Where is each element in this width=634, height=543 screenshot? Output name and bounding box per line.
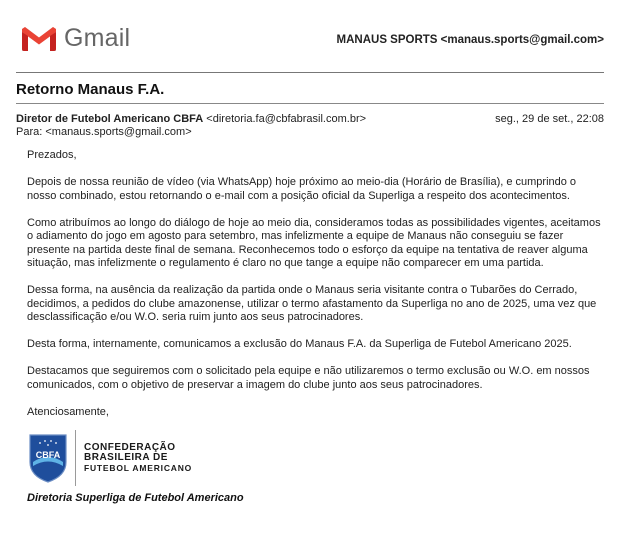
recipient-row: [16, 126, 192, 138]
signature: Diretoria Superliga de Futebol Americano: [27, 492, 244, 504]
body-paragraph: Depois de nossa reunião de vídeo (via WhatsApp) hoje próximo ao meio-dia (Horário de Brasília), e cumprindo o nosso combinado, estou retornando o e-mail com a posição oficial da Superliga a respeito dos acontecimentos.: [27, 176, 577, 202]
closing: Atenciosamente,: [27, 405, 109, 418]
org-name-line: CONFEDERAÇÃO: [84, 442, 176, 453]
org-name-line: BRASILEIRA DE: [84, 452, 168, 463]
account-identity: MANAUS SPORTS <manaus.sports@gmail.com>: [336, 34, 604, 46]
gmail-wordmark: Gmail: [64, 24, 131, 52]
recipient-label: Para:: [16, 126, 43, 138]
subject-divider: [16, 103, 604, 104]
recipient-email: <manaus.sports@gmail.com>: [45, 126, 192, 138]
org-name: [84, 443, 192, 473]
print-header: [0, 0, 634, 72]
sender-email: <diretoria.fa@cbfabrasil.com.br>: [206, 113, 367, 125]
body-paragraph: Como atribuímos ao longo do diálogo de hoje ao meio dia, consideramos todas as possibilidades vigentes, aceitamos o adiamento do jogo em agosto para setembro, mas infelizmente a equipe de Manaus não conseguiu se fazer presente na partida deste final de semana. Reconhecemos todo o esforço da equipe na tentativa de reaver alguma situação, mas infelizmente o regulamento é claro no que tange a equipe não comparecer em uma partida.: [27, 216, 601, 269]
logo-divider: [75, 430, 76, 486]
gmail-logo: [20, 24, 130, 53]
body-paragraph: Dessa forma, na ausência da realização da partida onde o Manaus seria visitante contra o Tubarões do Cerrado, decidimos, a pedidos do clube amazonense, utilizar o termo afastamento da Superliga no ano de 2025, uma vez que desclassificação e/ou W.O. seria ruim junto aos seus patrocinadores.: [27, 284, 597, 323]
sender-name: Diretor de Futebol Americano CBFA: [16, 113, 204, 125]
sender-row: [16, 113, 604, 125]
logo-badge-text: CBFA: [35, 450, 61, 460]
email-date: seg., 29 de set., 22:08: [495, 113, 604, 125]
org-name-line: FUTEBOL AMERICANO: [84, 463, 193, 473]
email-subject: Retorno Manaus F.A.: [16, 81, 165, 98]
cbfa-shield-icon: [27, 432, 69, 484]
body-paragraph: Desta forma, internamente, comunicamos a exclusão do Manaus F.A. da Superliga de Futebol Americano 2025.: [27, 338, 572, 350]
header-divider: [16, 72, 604, 73]
cbfa-logo: [27, 430, 192, 486]
greeting: Prezados,: [27, 149, 77, 161]
gmail-m-icon: [20, 25, 58, 53]
body-paragraph: Destacamos que seguiremos com o solicitado pela equipe e não utilizaremos o termo exclusão ou W.O. em nossos comunicados, com o objetivo de preservar a imagem do clube junto aos seus patrocinadores.: [27, 365, 590, 391]
email-body: [27, 149, 607, 433]
